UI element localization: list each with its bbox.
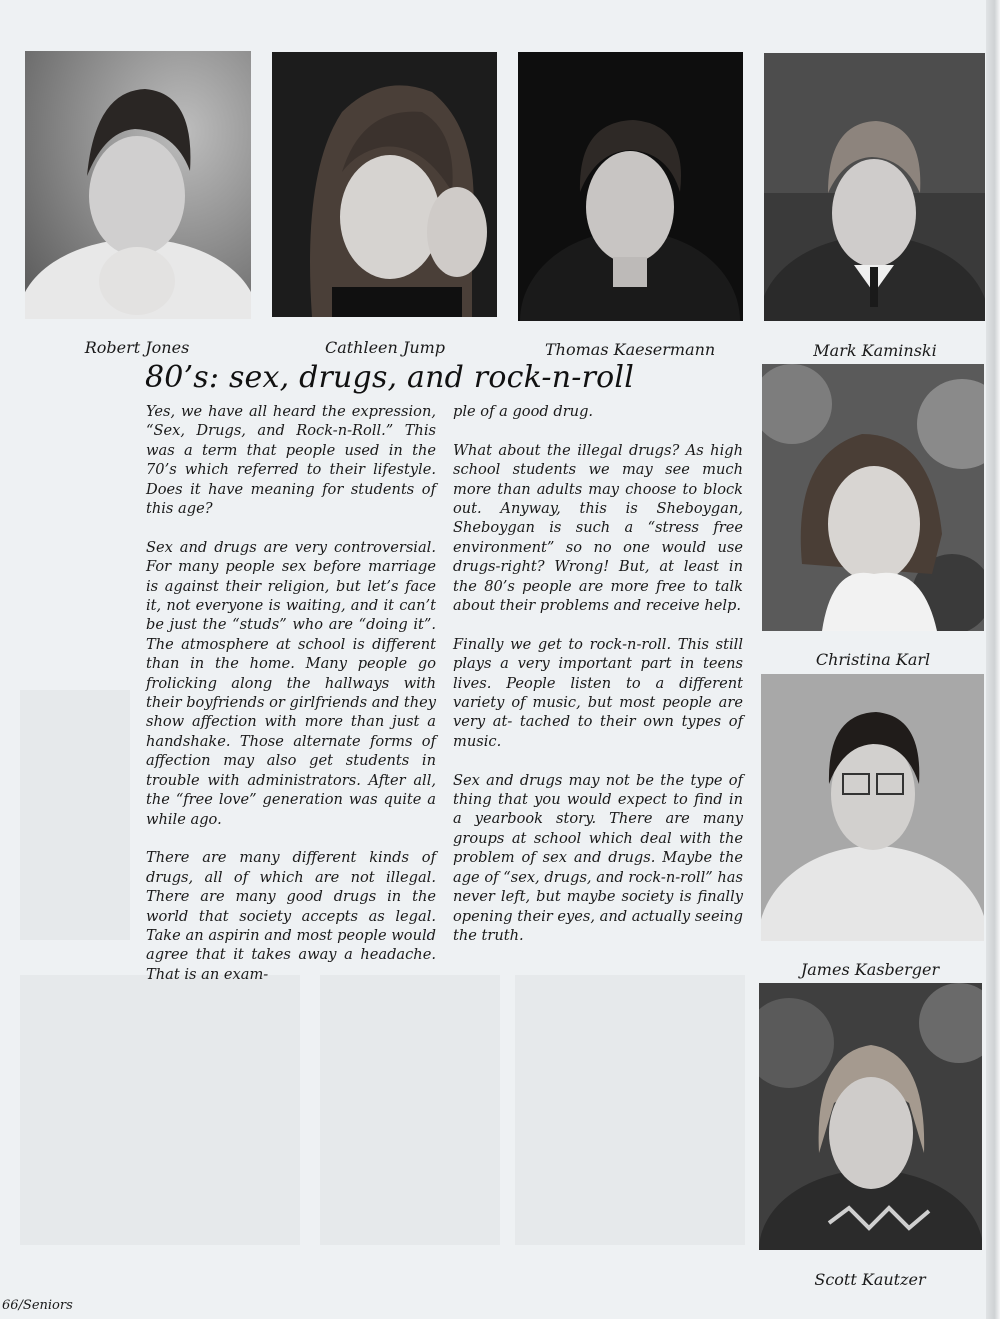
page-edge-decoration	[986, 0, 1000, 1319]
portrait-caption: James Kasberger	[800, 960, 940, 979]
bleed-through-block	[20, 690, 130, 940]
portrait-caption: Mark Kaminski	[813, 341, 937, 360]
portrait-photo-james-kasberger	[761, 674, 984, 941]
portrait-caption: Cathleen Jump	[324, 338, 446, 357]
article-paragraph: There are many different kinds of drugs, all of which are not illegal. There are many good drugs in the world that society accepts as legal. Take an aspirin and most people would agree that it takes away a headache. That is an exam-	[146, 849, 436, 983]
bleed-through-block	[320, 975, 500, 1245]
article-column-2	[453, 402, 743, 965]
article-paragraph: Finally we get to rock-n-roll. This still plays a very important part in teens lives. People listen to a different variety of music, but most people are very at- tached to their own types of music.	[453, 635, 743, 750]
portrait-caption: Thomas Kaesermann	[545, 340, 716, 359]
bleed-through-block	[20, 975, 300, 1245]
article-paragraph: Yes, we have all heard the expression, “Sex, Drugs, and Rock-n-Roll.” This was a term that people used in the 70’s which referred to their lifestyle. Does it have meaning for students of this age?	[146, 403, 436, 518]
portrait-photo-cathleen-jump	[272, 52, 497, 317]
portrait-caption: Christina Karl	[815, 650, 931, 669]
portrait-photo-thomas-kaesermann	[518, 52, 743, 321]
portrait-photo-robert-jones	[25, 51, 251, 319]
article-paragraph: What about the illegal drugs? As high school students we may see much more than adults may choose to block out. Anyway, this is Sheboygan, Sheboygan is such a “stress free environment” so no one would use drugs-right? Wrong! But, at least in the 80’s people are more free to talk about their problems and receive help.	[453, 441, 743, 615]
page-folio: 66/Seniors	[2, 1298, 73, 1313]
article-title: 80’s: sex, drugs, and rock-n-roll	[145, 360, 635, 395]
bleed-through-block	[515, 975, 745, 1245]
article-column-1	[146, 402, 436, 1004]
portrait-photo-scott-kautzer	[759, 983, 982, 1250]
portrait-photo-mark-kaminski	[764, 53, 985, 321]
portrait-photo-christina-karl	[762, 364, 984, 631]
article-paragraph: Sex and drugs may not be the type of thing that you would expect to find in a yearbook story. There are many groups at school which deal with the problem of sex and drugs. Maybe the age of “sex, drugs, and rock-n-roll” has never left, but maybe society is finally opening their eyes, and actually seeing the truth.	[453, 771, 743, 944]
portrait-caption: Scott Kautzer	[814, 1270, 926, 1289]
article-paragraph: Sex and drugs are very controversial. For many people sex before marriage is against their religion, but let’s face it, not everyone is waiting, and it can’t be just the “studs” who are “doing it”. The atmosphere at school is different than in the home. Many people go frolicking along the hallways with their boyfriends or girlfriends and they show affection with more than just a handshake. Those alternate forms of affection may also get students in trouble with administrators. After all, the “free love” generation was quite a while ago.	[146, 538, 436, 828]
article-paragraph: ple of a good drug.	[453, 403, 594, 420]
portrait-caption: Robert Jones	[84, 338, 190, 357]
